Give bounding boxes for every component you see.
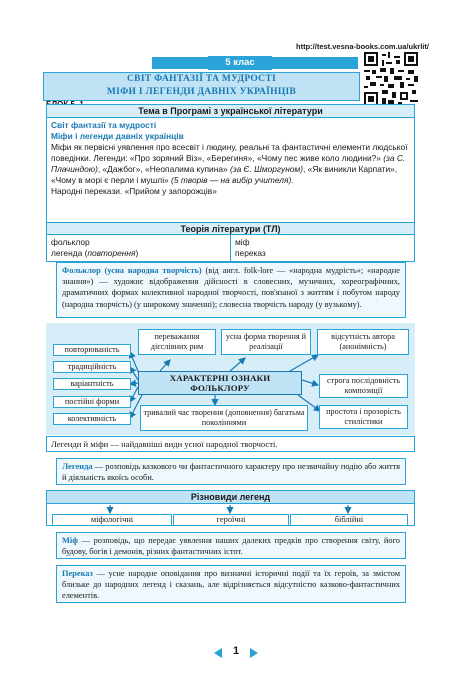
myth-term: Міф	[62, 536, 79, 545]
trait-variance: варіантність	[53, 378, 131, 390]
site-url[interactable]: http://test.vesna-books.com.ua/ukrlit/	[296, 42, 429, 51]
program-text-2: Народні перекази. «Прийом у запорожців»	[51, 186, 217, 196]
diagram-center: ХАРАКТЕРНІ ОЗНАКИ ФОЛЬКЛОРУ	[138, 371, 302, 395]
trait-strict-composition: строга послідовність композиції	[319, 374, 408, 398]
next-page-icon[interactable]	[250, 648, 258, 658]
variety-biblical: біблійні	[290, 514, 408, 526]
myth-text: — розповідь, що передає уявлення наших далеких предків про створення світу, його будову, богів і демонів, різних фантастичних істот.	[62, 536, 400, 557]
legend-text: — розповідь казкового чи фантастичного характеру про незвичайну подію або життя й діяльність якоїсь особи.	[62, 462, 400, 483]
page-number: 1	[232, 645, 240, 657]
trait-constant-forms: постійні форми	[53, 396, 131, 408]
variety-mythological: міфологічні	[52, 514, 172, 526]
theory-heading: Теорія літератури (ТЛ)	[47, 222, 414, 235]
myth-definition	[56, 532, 406, 559]
program-heading: Тема в Програмі з української літератури	[47, 105, 414, 118]
varieties-heading: Різновиди легенд	[46, 490, 415, 504]
perekaz-term: Переказ	[62, 569, 93, 578]
trait-tradition: традиційність	[53, 361, 131, 373]
legend-term: Легенда	[62, 462, 93, 471]
trait-simple-style: простота і прозорість стилістики	[319, 405, 408, 429]
trait-oral-form: усна форма творення й реалізації	[221, 329, 311, 355]
grade-label: 5 клас	[208, 56, 272, 70]
trait-long-creation: тривалий час творення (доповнення) багатьма поколіннями	[140, 405, 308, 431]
theory-item: міф	[235, 237, 250, 247]
trait-verbal-rhymes: переважання дієслівних рим	[138, 329, 216, 355]
trait-anonymity: відсутність автора (анонімність)	[317, 329, 409, 355]
program-subheading-1: Світ фантазії та мудрості	[51, 120, 157, 130]
theory-item: переказ	[235, 248, 266, 258]
title-line-1: СВІТ ФАНТАЗІЇ ТА МУДРОСТІ	[127, 74, 276, 84]
trait-repetition: повторюваність	[53, 344, 131, 356]
folklore-term: Фольклор (усна народна творчість)	[62, 266, 202, 275]
perekaz-definition	[56, 565, 406, 603]
theory-item: фольклор	[51, 237, 90, 247]
folklore-text: (від англ. folk-lore — «народна мудрість»; «народне знання») — художнє відображення дійсності в словесних, музичних, хореографічних, драматичних формах колективної народної творчості, пов'язаної з життям і побутом народу (народна творчість) (у широкому значенні); словесна творчість народу (у вузькому).	[62, 266, 400, 309]
perekaz-text: — усне народне оповідання про визначні історичні події та їх героїв, за змістом близьке до народних легенд і сказань, але відрізняється відсутністю казково-фантастичних елементів.	[62, 569, 400, 601]
program-text: Міфи як первісні уявлення про всесвіт і людину, реальні та фантастичні елементи людської поведінки. Легенди: «Про зоряний Віз», «Берегиня», «Чому пес живе коло людини?» (за С. Плачиндою), «Дажбог», «Неопалима купина» (за Є. Шморгуном), «Як виникли Карпати», «Чому в морі є перли і мушлі» (5 творів — на вибір учителя).	[51, 142, 408, 185]
program-subheading-2: Міфи і легенди давніх українців	[51, 131, 184, 141]
oldest-note: Легенди й міфи — найдавніші види усної народної творчості.	[46, 436, 415, 452]
theory-item: легенда (повторення)	[51, 248, 139, 258]
trait-collectivity: колективність	[53, 413, 131, 425]
title-line-2: МІФИ І ЛЕГЕНДИ ДАВНІХ УКРАЇНЦІВ	[106, 87, 297, 97]
variety-heroic: героїчні	[173, 514, 289, 526]
